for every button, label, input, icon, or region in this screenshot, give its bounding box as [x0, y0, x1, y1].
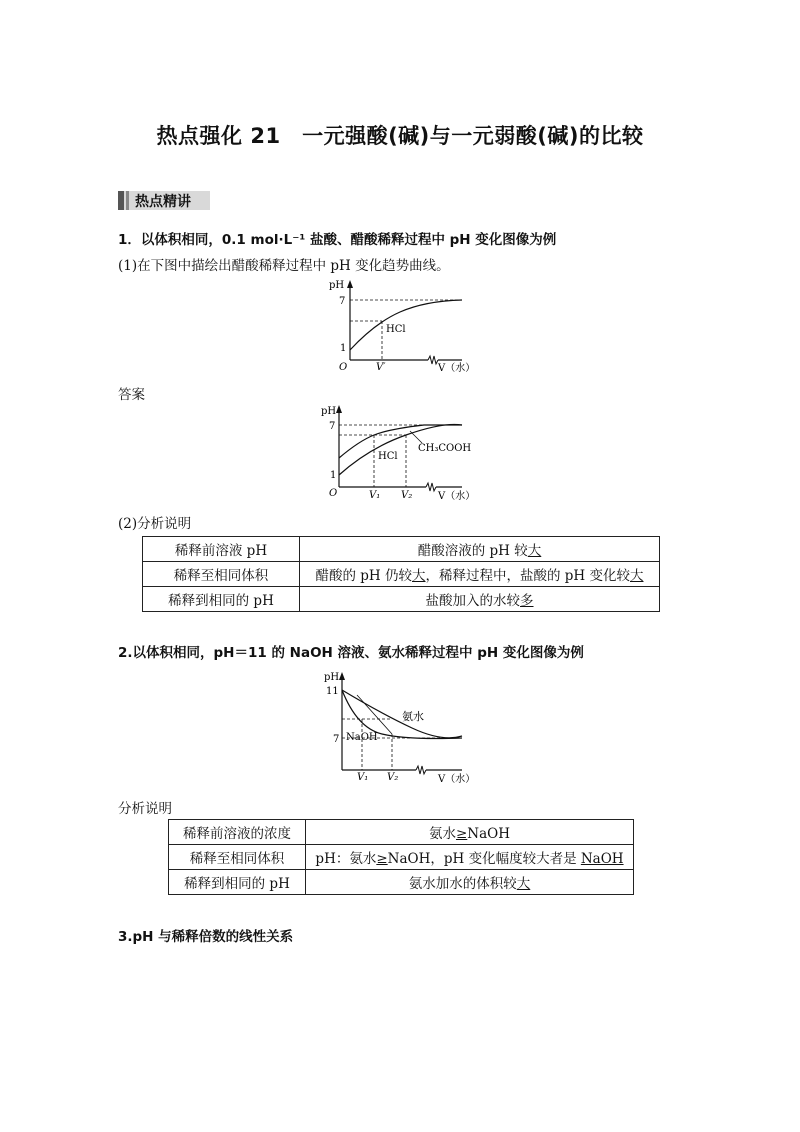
- y-tick-1: 1: [340, 343, 347, 354]
- y-tick-1: 1: [330, 470, 337, 481]
- naoh-label: NaOH: [346, 732, 378, 743]
- x-axis-label: V（水）: [438, 491, 476, 502]
- table-base-comparison: [168, 819, 634, 895]
- x-tick-v1: V₁: [369, 490, 381, 501]
- table-row: [143, 537, 660, 562]
- axis-break: [416, 766, 426, 774]
- y-axis-label: pH: [329, 280, 345, 291]
- y-tick-11: 11: [326, 686, 339, 697]
- table-cell: 稀释前溶液 pH: [143, 537, 300, 562]
- axis-break: [426, 483, 436, 491]
- x-tick-vprime: V′: [376, 362, 386, 373]
- y-tick-7: 7: [329, 421, 336, 432]
- axis-break: [428, 356, 438, 364]
- table-acid-comparison: [142, 536, 660, 612]
- y-axis-label: pH: [321, 406, 337, 417]
- table-cell: 氨水加水的体积较大: [306, 870, 634, 895]
- item2-heading: 2.以体积相同，pH＝11 的 NaOH 溶液、氨水稀释过程中 pH 变化图像为例: [118, 645, 584, 661]
- hcl-label: HCl: [386, 324, 406, 335]
- graph-hcl-ch3cooh-dilution: [314, 403, 494, 503]
- x-tick-v1: V₁: [357, 772, 369, 783]
- y-axis-arrow: [336, 405, 342, 413]
- table-cell: 醋酸溶液的 pH 较大: [300, 537, 660, 562]
- x-axis-label: V（水）: [438, 363, 476, 374]
- table-cell: 稀释至相同体积: [143, 562, 300, 587]
- section-marker-secondary: [126, 191, 129, 210]
- y-axis-label: pH: [324, 672, 340, 683]
- table-cell: 稀释前溶液的浓度: [169, 820, 306, 845]
- origin-label: O: [339, 362, 348, 373]
- table-row: [169, 845, 634, 870]
- table-cell: 醋酸的 pH 仍较大，稀释过程中，盐酸的 pH 变化较大: [300, 562, 660, 587]
- table-cell: 稀释到相同的 pH: [143, 587, 300, 612]
- table-row: [143, 587, 660, 612]
- ch3cooh-leader: [410, 431, 422, 443]
- item1-sub1: (1)在下图中描绘出醋酸稀释过程中 pH 变化趋势曲线。: [118, 258, 450, 274]
- item2-sub: 分析说明: [118, 801, 172, 817]
- table-cell: 稀释到相同的 pH: [169, 870, 306, 895]
- graph-hcl-dilution: [320, 278, 480, 374]
- table-row: [143, 562, 660, 587]
- item3-heading: 3.pH 与稀释倍数的线性关系: [118, 929, 294, 945]
- ch3cooh-label: CH₃COOH: [418, 443, 472, 454]
- section-label: 热点精讲: [135, 193, 191, 210]
- table-row: [169, 820, 634, 845]
- answer-label: 答案: [118, 387, 145, 403]
- item1-sub2: (2)分析说明: [118, 516, 192, 532]
- x-tick-v2: V₂: [387, 772, 399, 783]
- hcl-label: HCl: [378, 451, 398, 462]
- y-tick-7: 7: [333, 734, 340, 745]
- hcl-curve: [350, 300, 462, 350]
- table-cell: 稀释至相同体积: [169, 845, 306, 870]
- table-cell: 氨水≥NaOH: [306, 820, 634, 845]
- table-cell: pH：氨水≥NaOH，pH 变化幅度较大者是 NaOH: [306, 845, 634, 870]
- table-cell: 盐酸加入的水较多: [300, 587, 660, 612]
- origin-label: O: [329, 488, 338, 499]
- table-row: [169, 870, 634, 895]
- y-tick-7: 7: [339, 296, 346, 307]
- diagonal-guide: [357, 695, 392, 734]
- page-title: 热点强化 21 一元强酸(碱)与一元弱酸(碱)的比较: [156, 124, 644, 148]
- y-axis-arrow: [339, 672, 345, 680]
- section-marker: [118, 191, 124, 210]
- x-tick-v2: V₂: [401, 490, 413, 501]
- item1-heading: 1．以体积相同，0.1 mol·L⁻¹ 盐酸、醋酸稀释过程中 pH 变化图像为例: [118, 232, 557, 248]
- ammonia-label: 氨水: [402, 710, 424, 723]
- x-axis-label: V（水）: [438, 774, 476, 785]
- section-header: [118, 191, 210, 210]
- graph-naoh-ammonia-dilution: [322, 670, 482, 786]
- y-axis-arrow: [347, 280, 353, 288]
